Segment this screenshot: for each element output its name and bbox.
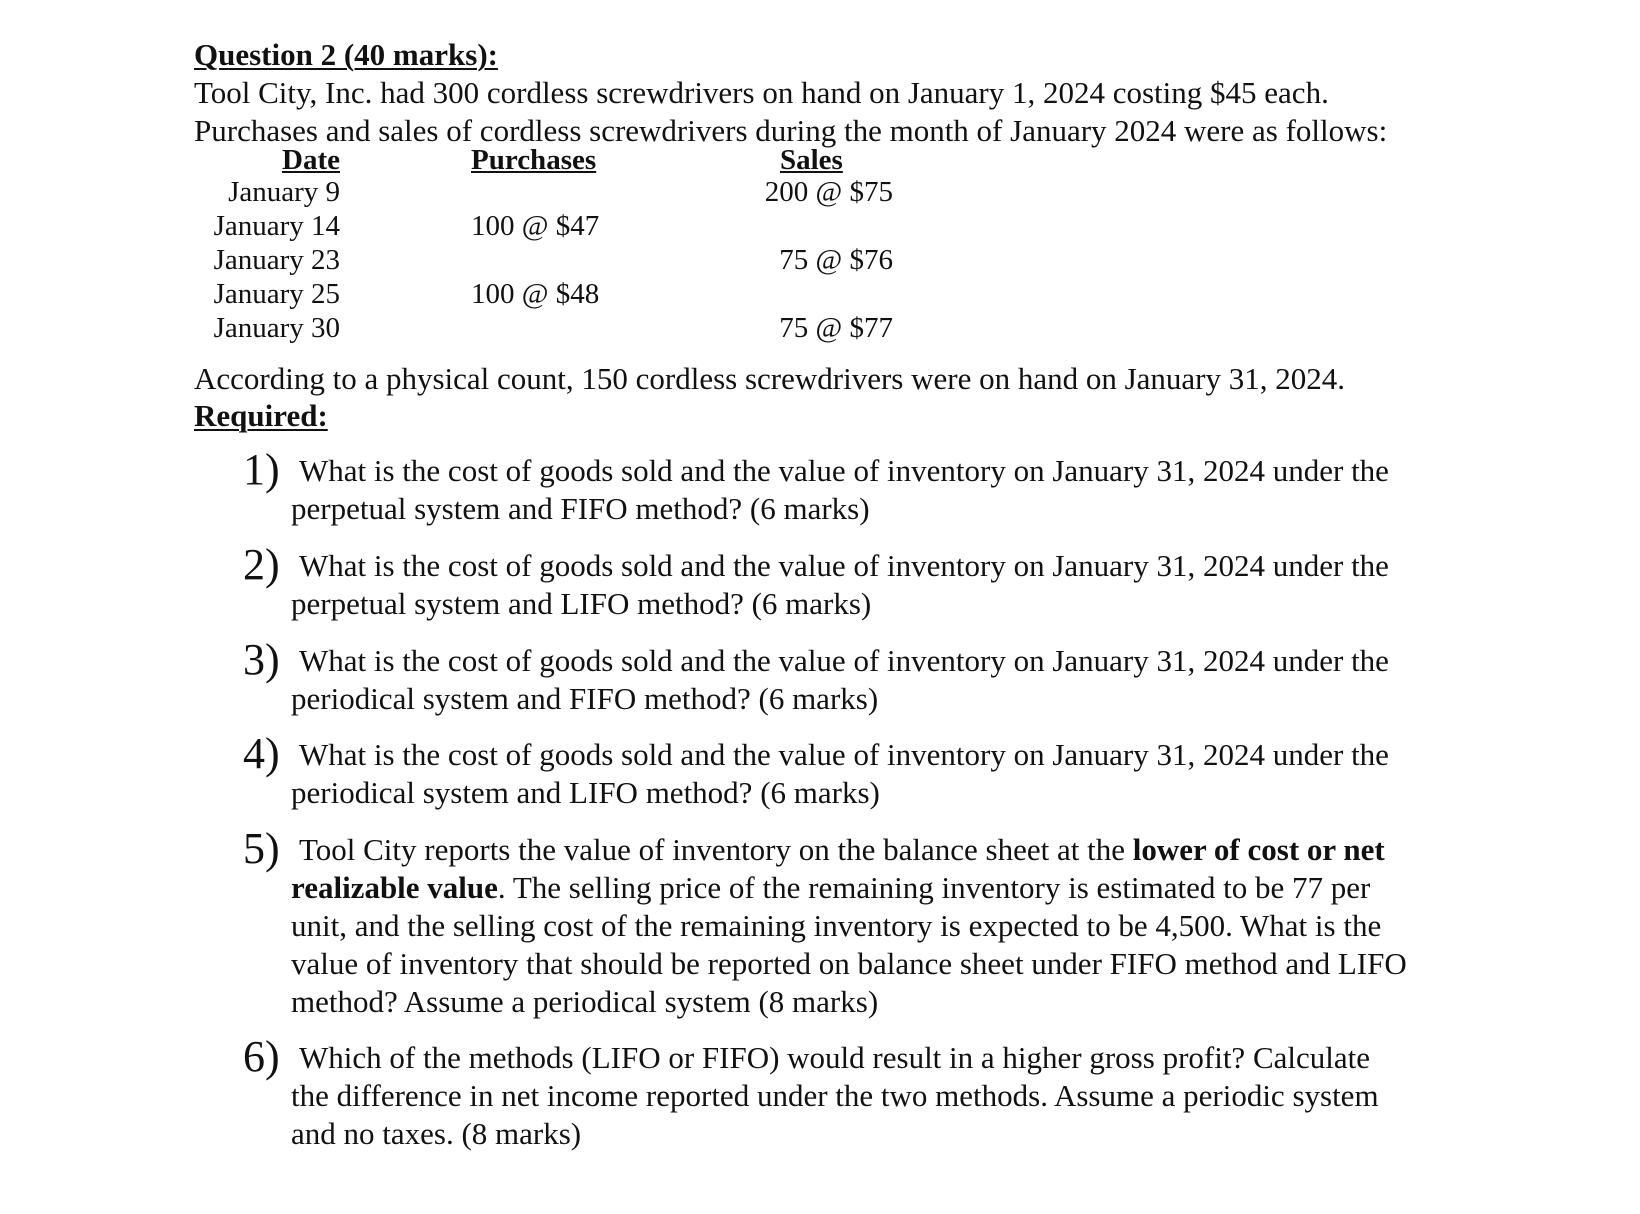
requirement-number: 6) xyxy=(243,1032,280,1081)
header-date: Date xyxy=(282,144,340,176)
requirement-line: Which of the methods (LIFO or FIFO) would result in a higher gross profit? Calculate xyxy=(299,1040,1370,1075)
row-sales: 75 @ $76 xyxy=(779,244,893,276)
requirement-line-plain: . The selling price of the remaining inventory is estimated to be 77 per xyxy=(497,870,1371,905)
requirement-number: 3) xyxy=(243,635,280,684)
requirement-line: and no taxes. (8 marks) xyxy=(291,1116,582,1151)
required-heading: Required: xyxy=(194,398,328,433)
intro-line-2: Purchases and sales of cordless screwdrivers during the month of January 2024 were as follows: xyxy=(194,113,1388,148)
requirement-number: 1) xyxy=(243,445,280,494)
requirement-text xyxy=(291,547,1491,623)
requirement-line xyxy=(291,831,1491,869)
requirement-line-plain: Tool City reports the value of inventory on the balance sheet at the xyxy=(299,832,1133,867)
row-date: January 25 xyxy=(213,278,340,310)
row-purchases: 100 @ $48 xyxy=(471,278,600,310)
requirement-line xyxy=(291,869,1491,907)
requirement-line: method? Assume a periodical system (8 marks) xyxy=(291,984,879,1019)
requirement-line: What is the cost of goods sold and the value of inventory on January 31, 2024 under the xyxy=(299,548,1389,583)
requirement-line: periodical system and LIFO method? (6 marks) xyxy=(291,775,880,810)
physical-count-statement: According to a physical count, 150 cordless screwdrivers were on hand on January 31, 2024. xyxy=(194,361,1345,396)
header-purchases: Purchases xyxy=(471,144,597,176)
requirement-line: unit, and the selling cost of the remaining inventory is expected to be 4,500. What is the xyxy=(291,908,1382,943)
requirement-text xyxy=(291,642,1491,718)
requirement-text xyxy=(291,831,1491,1021)
requirement-text xyxy=(291,736,1491,812)
requirement-line: What is the cost of goods sold and the value of inventory on January 31, 2024 under the xyxy=(299,737,1389,772)
requirement-emphasis: realizable value xyxy=(291,870,498,905)
requirement-emphasis: lower of cost or net xyxy=(1132,832,1385,867)
row-date: January 9 xyxy=(228,176,340,208)
question-title: Question 2 (40 marks): xyxy=(194,37,498,72)
row-date: January 14 xyxy=(213,210,340,242)
requirement-line: perpetual system and FIFO method? (6 marks) xyxy=(291,491,870,526)
requirement-text xyxy=(291,1039,1491,1153)
requirement-text xyxy=(291,452,1491,528)
requirement-line: the difference in net income reported under the two methods. Assume a periodic system xyxy=(291,1078,1379,1113)
requirement-line: What is the cost of goods sold and the value of inventory on January 31, 2024 under the xyxy=(299,453,1389,488)
row-purchases: 100 @ $47 xyxy=(471,210,600,242)
requirement-number: 5) xyxy=(243,824,280,873)
row-date: January 30 xyxy=(213,312,340,344)
row-sales: 75 @ $77 xyxy=(779,312,893,344)
row-sales: 200 @ $75 xyxy=(764,176,893,208)
requirement-number: 4) xyxy=(243,729,280,778)
requirement-line: value of inventory that should be reported on balance sheet under FIFO method and LIFO xyxy=(291,946,1407,981)
requirement-line: perpetual system and LIFO method? (6 marks) xyxy=(291,586,872,621)
requirement-number: 2) xyxy=(243,540,280,589)
requirement-line: periodical system and FIFO method? (6 marks) xyxy=(291,681,879,716)
row-date: January 23 xyxy=(213,244,340,276)
intro-line-1: Tool City, Inc. had 300 cordless screwdrivers on hand on January 1, 2024 costing $45 each. xyxy=(194,75,1329,110)
header-sales: Sales xyxy=(780,144,843,176)
requirement-line: What is the cost of goods sold and the value of inventory on January 31, 2024 under the xyxy=(299,643,1389,678)
